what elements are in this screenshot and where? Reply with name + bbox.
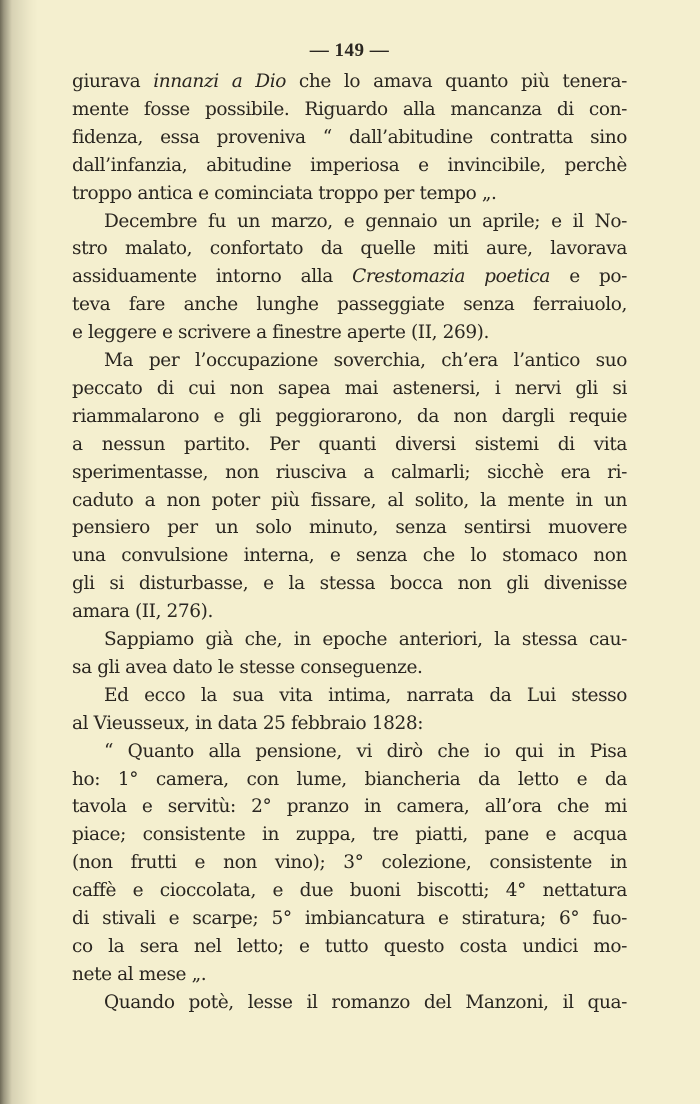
text-segment: assiduamente intorno alla [72,266,353,288]
text-line [72,263,627,291]
text-line [72,291,627,319]
text-segment: che lo amava quanto più tenera- [285,71,627,92]
text-line [72,152,627,180]
text-line [72,626,627,654]
text-segment: una convulsione interna, e senza che lo stomaco non [72,545,627,567]
text-segment: Decembre fu un marzo, e gennaio un aprile; e il No- [104,210,627,232]
text-line [72,319,627,347]
text-line [72,487,627,515]
text-segment: amara (II, 276). [72,601,213,623]
text-line [72,766,627,794]
text-segment: Ed ecco la sua vita intima, narrata da Lui stesso [104,684,627,706]
text-segment: Sappiamo già che, in epoche anteriori, la stessa cau- [104,629,627,650]
italic-text: Crestomazia poetica [352,266,551,288]
text-segment: piace; consistente in zuppa, tre piatti, pane e acqua [72,824,627,846]
text-segment: gli si disturbasse, e la stessa bocca non gli divenisse [72,573,627,595]
text-line [72,208,627,236]
text-line [72,710,627,738]
text-line [72,403,627,431]
text-line [72,905,627,933]
text-line [72,877,627,905]
text-line [72,96,627,124]
text-line [72,849,627,877]
text-line [72,682,627,710]
text-segment: al Vieusseux, in data 25 febbraio 1828: [72,712,424,734]
book-gutter-shadow [0,0,38,1104]
italic-text: innanzi a Dio [153,71,286,92]
text-line [72,180,627,208]
text-segment: pensiero per un solo minuto, senza sentirsi muovere [72,517,627,539]
text-line [72,347,627,375]
text-segment: di stivali e scarpe; 5° imbiancatura e stiratura; 6° fuo- [72,908,627,929]
text-segment: co la sera nel letto; e tutto questo costa undici mo- [72,935,627,957]
text-line [72,235,627,263]
text-line [72,598,627,626]
text-segment: troppo antica e cominciata troppo per tempo „. [72,182,497,204]
text-segment: peccato di cui non sapea mai astenersi, i nervi gli si [72,377,627,399]
text-segment: “ Quanto alla pensione, vi dirò che io qui in Pisa [104,740,627,762]
text-segment: riammalarono e gli peggiorarono, da non dargli requie [72,405,627,427]
text-segment: (non frutti e non vino); 3° colezione, consistente in [72,852,627,874]
text-segment: sa gli avea dato le stesse conseguenze. [72,656,423,678]
text-line [72,431,627,459]
text-segment: giurava [72,71,154,92]
text-segment: a nessun partito. Per quanti diversi sistemi di vita [72,433,627,455]
text-segment: dall’infanzia, abitudine imperiosa e invincibile, perchè [72,154,627,176]
text-segment: nete al mese „. [72,963,207,985]
text-segment: e po- [550,266,627,288]
page-number: — 149 — [309,40,390,61]
text-line [72,375,627,403]
text-line [72,514,627,542]
text-segment: caffè e cioccolata, e due buoni biscotti; 4° nettatura [72,880,627,902]
text-line [72,68,627,96]
text-segment: mente fosse possibile. Riguardo alla mancanza di con- [72,98,627,120]
text-line [72,821,627,849]
text-line [72,654,627,682]
text-segment: Ma per l’occupazione soverchia, ch’era l’antico suo [104,350,627,371]
text-line [72,961,627,989]
text-line [72,459,627,487]
text-line [72,570,627,598]
text-line [72,124,627,152]
text-line [72,989,627,1017]
text-line [72,793,627,821]
text-segment: teva fare anche lunghe passeggiate senza ferraiuolo, [72,294,627,316]
text-segment: tavola e servitù: 2° pranzo in camera, all’ora che mi [72,796,627,818]
text-segment: ho: 1° camera, con lume, biancheria da letto e da [72,768,627,790]
text-segment: fidenza, essa proveniva “ dall’abitudine contratta sino [72,126,627,148]
text-line [72,933,627,961]
text-segment: sperimentasse, non riusciva a calmarli; sicchè era ri- [72,461,627,483]
text-segment: Quando potè, lesse il romanzo del Manzoni, il qua- [104,991,627,1013]
text-segment: caduto a non poter più fissare, al solito, la mente in un [72,489,627,511]
text-line [72,542,627,570]
text-line [72,738,627,766]
text-segment: e leggere e scrivere a finestre aperte (II, 269). [72,322,489,344]
text-segment: stro malato, confortato da quelle miti aure, lavorava [72,238,627,260]
